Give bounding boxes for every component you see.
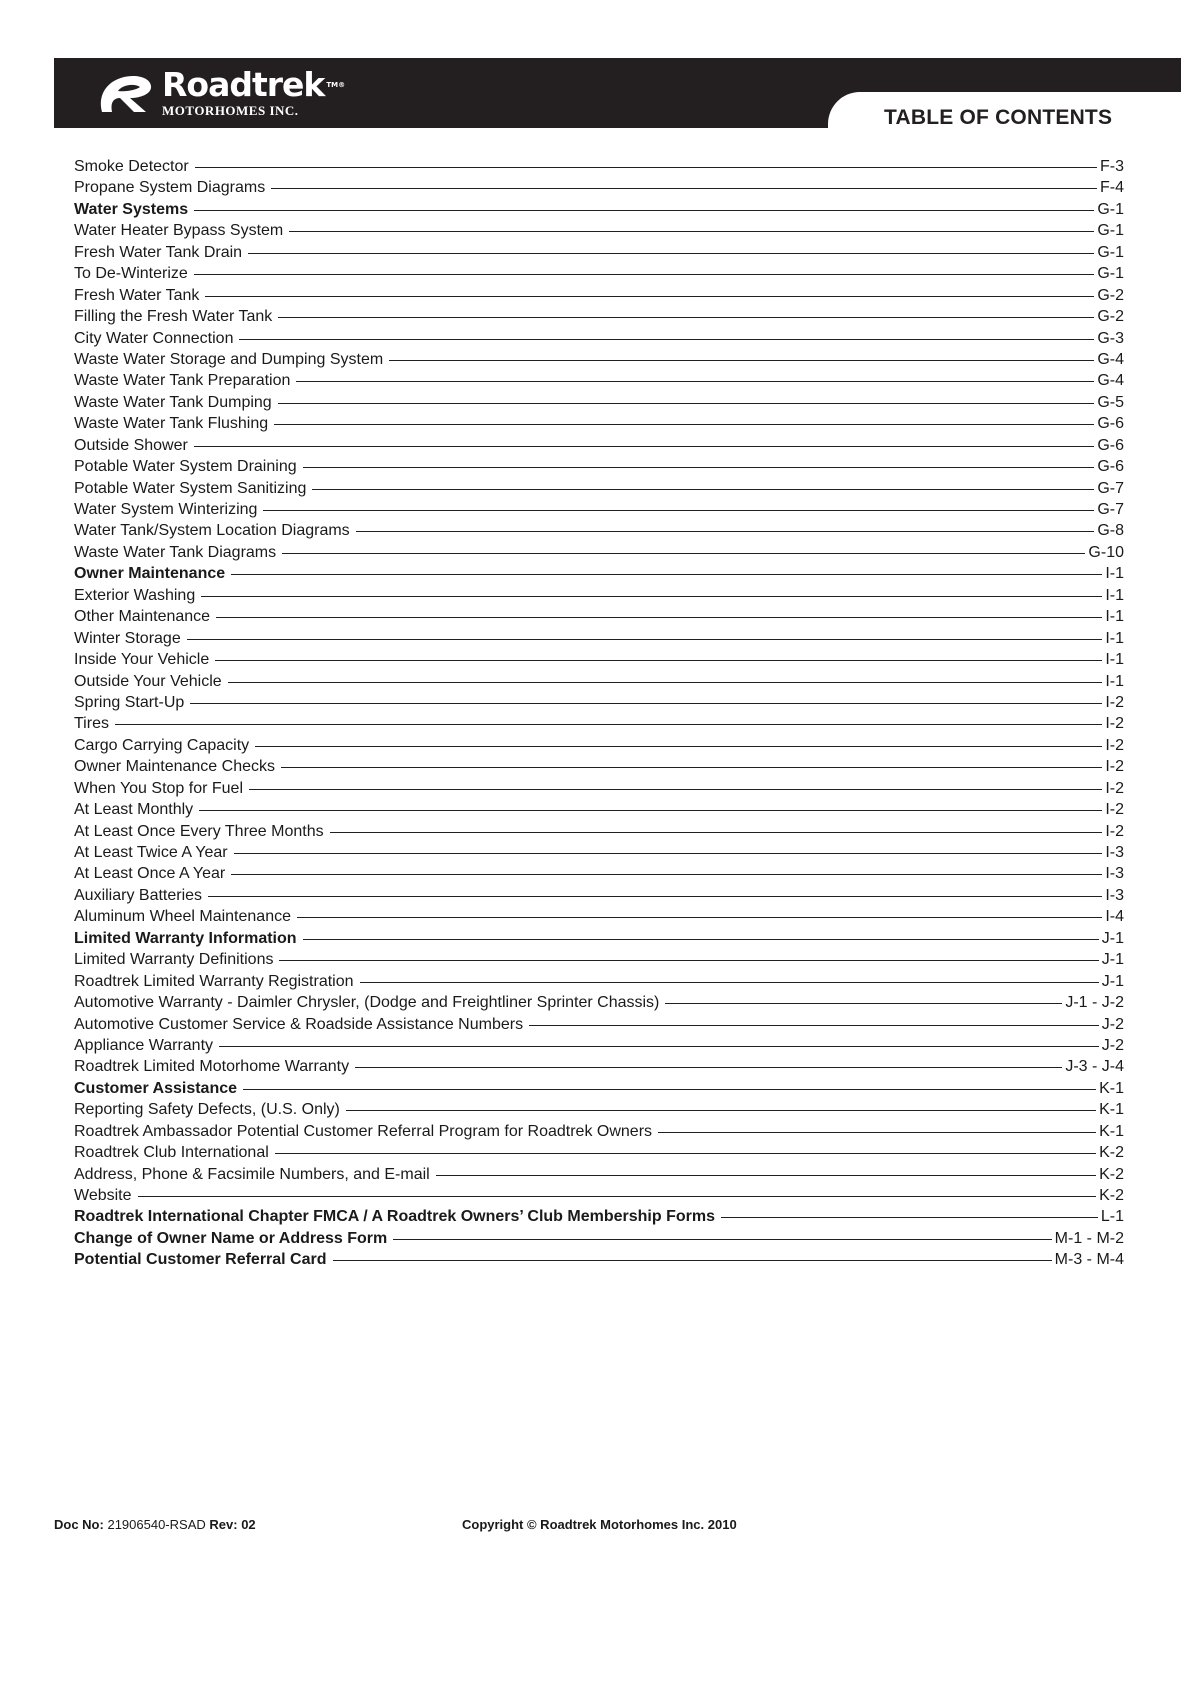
toc-entry-label: Water Tank/System Location Diagrams [74,522,350,540]
toc-entry [74,1206,1124,1227]
toc-leader-line [194,210,1094,211]
toc-entry-label: Limited Warranty Definitions [74,951,274,969]
toc-entry-label: Smoke Detector [74,158,189,175]
toc-entry-label: Potential Customer Referral Card [74,1251,327,1269]
doc-number: 21906540-RSAD [107,1517,206,1532]
toc-entry-label: Water Systems [74,200,189,218]
toc-entry-label: Outside Shower [74,436,188,454]
toc-entry [74,1056,1124,1077]
toc-leader-line [279,960,1098,961]
toc-entry-label: Cargo Carrying Capacity [74,736,250,754]
toc-entry [74,756,1124,777]
toc-entry [74,821,1124,842]
toc-entry-label: Website [74,1187,132,1204]
toc-entry-label: Winter Storage [74,629,181,647]
table-of-contents [74,156,1124,1271]
toc-entry-page: J-1 [1101,929,1124,947]
toc-entry-label: Waste Water Tank Diagrams [74,543,277,561]
toc-entry [74,563,1124,584]
brand-name: Roadtrek [162,64,325,104]
toc-entry-page: L-1 [1100,1208,1124,1226]
toc-leader-line [138,1196,1097,1197]
toc-entry-label: Auxiliary Batteries [74,886,203,904]
toc-entry [74,863,1124,884]
toc-entry [74,992,1124,1013]
toc-entry-page: I-2 [1105,693,1124,711]
toc-entry [74,1142,1124,1163]
toc-entry-label: Aluminum Wheel Maintenance [74,908,291,926]
toc-entry-label: Outside Your Vehicle [74,672,222,690]
toc-entry-page: G-1 [1097,265,1124,283]
toc-entry-page: M-3 - M-4 [1054,1251,1124,1269]
toc-entry [74,906,1124,927]
toc-entry [74,370,1124,391]
toc-leader-line [436,1175,1096,1176]
brand-subtitle: MOTORHOMES INC. [162,102,299,118]
toc-entry [74,1228,1124,1249]
toc-leader-line [194,274,1095,275]
toc-leader-line [205,296,1094,297]
footer-doc-info [54,1517,256,1532]
toc-entry-page: G-7 [1097,501,1124,518]
toc-entry-page: G-4 [1097,350,1124,368]
toc-entry-page: G-5 [1097,393,1124,411]
toc-leader-line [297,917,1102,918]
toc-leader-line [199,810,1102,811]
toc-leader-line [249,789,1102,790]
toc-entry-page: I-1 [1105,565,1124,583]
toc-entry-label: Fresh Water Tank [74,286,200,304]
toc-leader-line [658,1132,1096,1133]
toc-leader-line [356,531,1095,532]
toc-leader-line [271,188,1097,189]
toc-entry [74,1035,1124,1056]
toc-entry-label: Owner Maintenance [74,565,226,583]
toc-entry [74,1185,1124,1206]
toc-entry [74,628,1124,649]
toc-entry-label: Change of Owner Name or Address Form [74,1229,388,1247]
toc-leader-line [393,1239,1051,1240]
toc-entry-label: At Least Once Every Three Months [74,822,324,840]
toc-entry [74,692,1124,713]
toc-leader-line [281,767,1102,768]
toc-entry [74,220,1124,241]
toc-entry-label: Automotive Customer Service & Roadside Assistance Numbers [74,1015,524,1033]
toc-leader-line [275,1153,1096,1154]
toc-leader-line [312,489,1094,490]
toc-leader-line [231,574,1102,575]
toc-entry [74,499,1124,520]
toc-leader-line [274,424,1094,425]
toc-entry [74,542,1124,563]
toc-entry-label: Roadtrek Ambassador Potential Customer Referral Program for Roadtrek Owners [74,1122,653,1140]
toc-entry-label: Appliance Warranty [74,1036,214,1054]
toc-leader-line [231,874,1102,875]
toc-leader-line [216,617,1102,618]
toc-entry-page: G-1 [1097,243,1124,261]
toc-entry-label: When You Stop for Fuel [74,779,243,797]
toc-entry [74,1249,1124,1270]
toc-leader-line [215,660,1102,661]
toc-entry [74,585,1124,606]
toc-entry [74,199,1124,220]
toc-leader-line [289,231,1094,232]
toc-entry [74,242,1124,263]
toc-entry-page: I-2 [1105,779,1124,797]
toc-entry-label: At Least Twice A Year [74,844,228,861]
toc-entry-label: Tires [74,715,109,733]
toc-entry-label: Roadtrek Club International [74,1144,269,1162]
toc-leader-line [389,360,1094,361]
toc-entry [74,671,1124,692]
toc-entry [74,949,1124,970]
toc-entry-page: I-1 [1105,672,1124,690]
toc-entry [74,1121,1124,1142]
toc-entry-page: I-3 [1105,844,1124,861]
toc-leader-line [529,1025,1099,1026]
toc-entry [74,778,1124,799]
toc-entry-label: Waste Water Tank Preparation [74,372,291,390]
toc-leader-line [243,1089,1096,1090]
toc-leader-line [665,1003,1062,1004]
toc-entry [74,435,1124,456]
toc-entry [74,306,1124,327]
toc-entry-page: G-6 [1097,436,1124,454]
toc-entry-label: Roadtrek Limited Motorhome Warranty [74,1058,350,1076]
toc-entry-page: G-2 [1097,308,1124,326]
toc-entry-page: F-3 [1100,158,1124,175]
toc-entry-label: Address, Phone & Facsimile Numbers, and E-mail [74,1165,430,1183]
toc-leader-line [303,939,1099,940]
toc-entry [74,842,1124,863]
toc-entry-page: I-3 [1105,886,1124,904]
toc-entry-label: City Water Connection [74,329,234,347]
toc-entry-page: I-2 [1105,715,1124,733]
toc-entry-page: F-4 [1100,179,1124,197]
toc-leader-line [355,1067,1062,1068]
toc-leader-line [195,167,1097,168]
toc-entry-page: J-2 [1101,1036,1124,1054]
toc-leader-line [721,1217,1098,1218]
footer-copyright: Copyright © Roadtrek Motorhomes Inc. 2010 [462,1517,737,1532]
toc-entry [74,456,1124,477]
toc-entry-page: K-2 [1099,1144,1124,1162]
toc-entry-label: Filling the Fresh Water Tank [74,308,273,326]
toc-leader-line [228,682,1103,683]
toc-entry [74,799,1124,820]
toc-entry-page: K-1 [1099,1101,1124,1119]
toc-entry [74,478,1124,499]
toc-entry-page: J-2 [1101,1015,1124,1033]
brand-trademark: TM® [326,80,346,89]
toc-entry-label: Owner Maintenance Checks [74,758,275,776]
toc-entry [74,392,1124,413]
toc-entry [74,520,1124,541]
toc-leader-line [360,982,1099,983]
toc-entry-label: At Least Once A Year [74,865,226,883]
toc-entry-label: Roadtrek International Chapter FMCA / A Roadtrek Owners’ Club Membership Forms [74,1208,715,1226]
toc-entry [74,328,1124,349]
toc-entry [74,1164,1124,1185]
toc-leader-line [187,639,1103,640]
rev-label: Rev: [209,1517,238,1532]
toc-entry [74,413,1124,434]
toc-entry-label: Limited Warranty Information [74,929,297,947]
toc-entry [74,285,1124,306]
roadtrek-swoosh-icon [94,68,156,118]
toc-leader-line [333,1260,1052,1261]
toc-leader-line [239,339,1094,340]
toc-leader-line [194,446,1094,447]
toc-entry-label: Inside Your Vehicle [74,651,210,669]
toc-entry-label: Potable Water System Draining [74,458,297,476]
doc-label: Doc No: [54,1517,104,1532]
toc-entry-page: I-1 [1105,586,1124,604]
toc-entry [74,1078,1124,1099]
toc-entry [74,971,1124,992]
toc-leader-line [278,403,1095,404]
toc-leader-line [282,553,1085,554]
toc-entry [74,1014,1124,1035]
toc-entry-label: Waste Water Tank Flushing [74,415,269,433]
toc-entry [74,1099,1124,1120]
toc-entry-page: G-10 [1088,543,1124,561]
toc-entry-page: G-6 [1097,458,1124,476]
toc-entry [74,885,1124,906]
toc-entry-label: Fresh Water Tank Drain [74,243,243,261]
toc-leader-line [263,510,1094,511]
toc-entry-page: G-3 [1097,329,1124,347]
toc-entry-page: G-4 [1097,372,1124,390]
toc-entry-page: I-1 [1105,629,1124,647]
toc-entry-page: G-6 [1097,415,1124,433]
toc-entry-label: Water System Winterizing [74,501,258,518]
toc-entry-label: Automotive Warranty - Daimler Chrysler, (Dodge and Freightliner Sprinter Chassis) [74,994,660,1012]
toc-entry-page: I-2 [1105,736,1124,754]
toc-entry-label: Other Maintenance [74,608,211,626]
toc-entry-page: I-1 [1105,651,1124,669]
toc-entry-page: I-2 [1105,758,1124,776]
toc-entry-label: To De-Winterize [74,265,188,283]
toc-entry [74,263,1124,284]
toc-leader-line [208,896,1102,897]
toc-entry-page: G-2 [1097,286,1124,304]
toc-entry-page: G-8 [1097,522,1124,540]
toc-entry [74,606,1124,627]
toc-leader-line [330,832,1103,833]
toc-entry-page: K-2 [1099,1187,1124,1204]
toc-entry-label: Propane System Diagrams [74,179,266,197]
toc-entry-page: G-7 [1097,479,1124,497]
toc-entry-label: Waste Water Tank Dumping [74,393,272,411]
toc-entry-label: Water Heater Bypass System [74,222,284,240]
toc-entry-page: G-1 [1097,200,1124,218]
toc-entry-label: Exterior Washing [74,586,196,604]
toc-leader-line [234,853,1103,854]
toc-leader-line [190,703,1102,704]
page-title: TABLE OF CONTENTS [884,106,1113,129]
toc-entry-page: K-1 [1099,1122,1124,1140]
toc-entry-page: K-1 [1099,1079,1124,1097]
roadtrek-logo [94,66,345,120]
toc-entry [74,156,1124,177]
toc-entry-page: I-2 [1105,822,1124,840]
toc-entry-page: J-3 - J-4 [1065,1058,1124,1076]
toc-entry-label: Potable Water System Sanitizing [74,479,307,497]
toc-entry-page: I-1 [1105,608,1124,626]
toc-entry-label: Reporting Safety Defects, (U.S. Only) [74,1101,340,1119]
toc-entry [74,735,1124,756]
toc-entry [74,713,1124,734]
toc-leader-line [296,381,1094,382]
toc-leader-line [248,253,1094,254]
toc-entry-page: I-4 [1105,908,1124,926]
toc-entry-page: I-3 [1105,865,1124,883]
toc-entry-page: M-1 - M-2 [1054,1229,1124,1247]
toc-entry-label: Customer Assistance [74,1079,238,1097]
toc-leader-line [278,317,1094,318]
rev-number: 02 [241,1517,256,1532]
toc-leader-line [346,1110,1096,1111]
toc-leader-line [255,746,1102,747]
toc-entry-page: G-1 [1097,222,1124,240]
toc-leader-line [201,596,1102,597]
toc-entry-page: I-2 [1105,801,1124,819]
toc-entry [74,177,1124,198]
toc-leader-line [303,467,1095,468]
toc-entry-label: Waste Water Storage and Dumping System [74,350,384,368]
toc-entry [74,349,1124,370]
toc-entry-page: J-1 - J-2 [1065,994,1124,1012]
toc-entry-label: Spring Start-Up [74,693,185,711]
toc-entry [74,649,1124,670]
toc-entry [74,928,1124,949]
toc-leader-line [219,1046,1099,1047]
toc-leader-line [115,724,1102,725]
toc-entry-page: J-1 [1101,951,1124,969]
toc-entry-page: J-1 [1101,972,1124,990]
toc-entry-page: K-2 [1099,1165,1124,1183]
toc-entry-label: Roadtrek Limited Warranty Registration [74,972,354,990]
toc-entry-label: At Least Monthly [74,801,194,819]
